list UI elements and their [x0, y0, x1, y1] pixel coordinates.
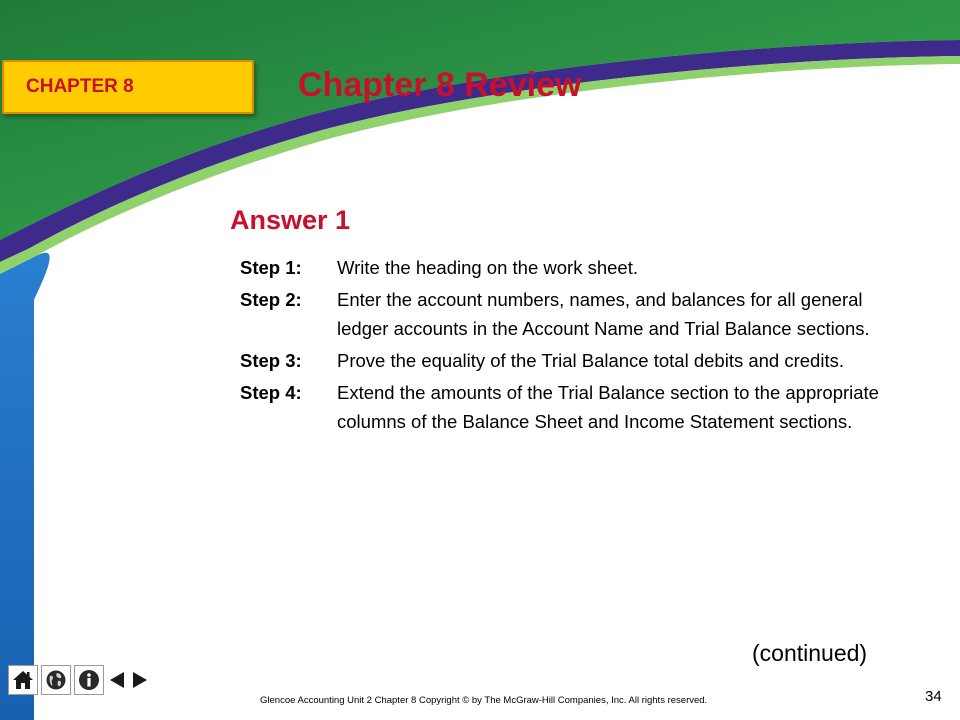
- continued-label: (continued): [752, 640, 868, 666]
- info-icon: [77, 668, 101, 692]
- step-item: [240, 253, 900, 282]
- home-button[interactable]: [8, 665, 38, 695]
- next-arrow-icon: [131, 670, 149, 690]
- home-icon: [11, 668, 35, 692]
- step-text: Prove the equality of the Trial Balance total debits and credits.: [337, 350, 844, 371]
- step-label: Step 2:: [240, 289, 302, 310]
- step-item: [240, 346, 900, 375]
- step-label: Step 3:: [240, 350, 302, 371]
- chapter-tab: CHAPTER 8: [2, 60, 254, 114]
- step-label: Step 4:: [240, 382, 302, 403]
- answer-heading: Answer 1: [230, 205, 351, 235]
- step-label: Step 1:: [240, 257, 302, 278]
- web-button[interactable]: [41, 665, 71, 695]
- globe-icon: [44, 668, 68, 692]
- page-title: Chapter 8 Review: [298, 66, 582, 104]
- copyright-footer: Glencoe Accounting Unit 2 Chapter 8 Copyright © by The McGraw-Hill Companies, Inc. All rights reserved.: [260, 695, 708, 706]
- next-button[interactable]: [130, 665, 150, 695]
- step-item: [240, 285, 900, 343]
- previous-button[interactable]: [107, 665, 127, 695]
- navigation-bar: [8, 664, 150, 696]
- step-item: [240, 378, 900, 436]
- page-number: 34: [925, 688, 942, 705]
- step-text: Extend the amounts of the Trial Balance section to the appropriate columns of the Balance Sheet and Income Statement sections.: [337, 382, 879, 432]
- previous-arrow-icon: [108, 670, 126, 690]
- step-text: Write the heading on the work sheet.: [337, 257, 638, 278]
- info-button[interactable]: [74, 665, 104, 695]
- step-text: Enter the account numbers, names, and balances for all general ledger accounts in the Account Name and Trial Balance sections.: [337, 289, 870, 339]
- steps-list: [240, 253, 900, 439]
